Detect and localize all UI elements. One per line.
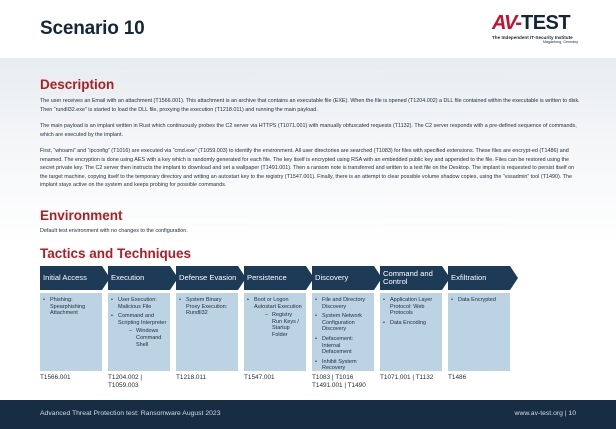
tactic-column-header xyxy=(380,266,442,290)
tactic-title: Persistence xyxy=(247,272,287,282)
technique-item xyxy=(247,297,303,339)
tactic-column xyxy=(108,266,170,394)
header-arrow-icon xyxy=(374,266,382,290)
tactics-heading: Tactics and Techniques xyxy=(40,246,192,261)
av-test-logo xyxy=(492,12,578,46)
technique-ids: T1566.001 xyxy=(40,374,71,381)
technique-label: Command and Scripting Interpreter xyxy=(118,313,167,326)
description-paragraph-3: First, “whoami” and “ipconfig” (T1016) are executed via “cmd.exe” (T1059.003) to identify the environment. All user directories are searched (T1083) for files with specified extensions. These files are encrypt-ed (T1486) and renamed. The encryption is done using AES with a key which is randomly generated for each file. The key itself is encrypted using RSA with an embedded public key and appended to the file. Files can be restored using the secret private key. The C2 server then instructs the implant to download and set a wallpaper (T1491.001). Then a ransom note is transferred and written to a text file on the Desktop. The implant is requested to persist itself on the target machine, copying itself to the temporary directory and writing an autostart key to the registry (T1547.001). Finally, there is an attempt to clear possible volume shadow copies, using the “vssadmin” tool (T1490). The implant stays active on the system and keeps probing for possible commands. xyxy=(40,148,575,189)
environment-heading: Environment xyxy=(40,208,123,223)
technique-item xyxy=(315,336,371,356)
technique-label: Phishing: Spearphishing Attachment xyxy=(50,297,86,317)
tactic-techniques-box xyxy=(448,293,510,371)
tactic-title: Discovery xyxy=(315,272,349,282)
tactics-grid xyxy=(40,266,576,394)
technique-item xyxy=(315,297,371,310)
description-heading: Description xyxy=(40,77,115,92)
tactic-techniques-box xyxy=(312,293,374,371)
technique-ids: T1218.011 xyxy=(176,374,207,381)
logo-text-right: TEST xyxy=(520,11,571,34)
tactic-title: Initial Access xyxy=(43,272,87,282)
technique-item xyxy=(315,359,371,372)
technique-label: System Binary Proxy Execution: Rundll32 xyxy=(186,297,228,317)
technique-label: System Network Configuration Discovery xyxy=(322,313,363,333)
tactic-techniques-box xyxy=(380,293,442,371)
tactic-title: Exfiltration xyxy=(451,272,487,282)
technique-ids: T1083 | T1016 T1491.001 | T1490 xyxy=(312,374,366,389)
tactic-column-header xyxy=(448,266,510,290)
tactic-title: Defense Evasion xyxy=(179,272,237,282)
tactic-column xyxy=(244,266,306,394)
technique-item xyxy=(383,297,439,317)
description-paragraph-2: The main payload is an implant written in Rust which continuously probes the C2 server via HTTPS (T1071.001) with manually obfuscated requests (T1132). The C2 server responds with a pre-defined sequence of commands, which are executed by the implant. xyxy=(40,123,577,138)
technique-label: Data Encoding xyxy=(390,319,427,326)
environment-text: Default test environment with no changes to the configuration. xyxy=(40,228,188,234)
tactic-column xyxy=(176,266,238,394)
technique-item xyxy=(315,313,371,333)
sub-technique-item: – Windows Command Shell xyxy=(118,328,167,348)
sub-technique-item: – Registry Run Keys / Startup Folder xyxy=(254,312,303,338)
tactic-column-header xyxy=(312,266,374,290)
tactic-techniques-box xyxy=(40,293,102,371)
technique-label: User Execution: Malicious File xyxy=(118,297,157,310)
technique-ids: T1547.001 xyxy=(244,374,275,381)
technique-label: Inhibit System Recovery xyxy=(322,358,357,372)
technique-label: Data Encrypted xyxy=(458,297,496,303)
tactic-column xyxy=(380,266,442,394)
logo-tagline: The Independent IT-Security Institute xyxy=(492,35,573,40)
header-arrow-icon xyxy=(442,266,450,290)
footer-page-info: www.av-test.org | 10 xyxy=(514,410,576,417)
page-footer xyxy=(0,400,616,429)
header-arrow-icon xyxy=(510,266,518,290)
technique-item xyxy=(383,320,439,327)
description-paragraph-1: The user receives an Email with an attachment (T1566.001). This attachment is an archive that contains an executable file (EXE). When the file is opened (T1204.002) a DLL file contained within the executable is written to disk. Then “rundll32.exe” is started to load the DLL file, proxying the execution (T1218.011) and running the main payload. xyxy=(40,98,580,113)
technique-label: Boot or Logon Autostart Execution xyxy=(254,297,302,310)
footer-report-title: Advanced Threat Protection test: Ransomware August 2023 xyxy=(40,410,221,417)
tactic-column-header xyxy=(176,266,238,290)
header-arrow-icon xyxy=(170,266,178,290)
technique-ids: T1071.001 | T1132 xyxy=(380,374,434,381)
header-arrow-icon xyxy=(238,266,246,290)
tactic-column-header xyxy=(108,266,170,290)
header-arrow-icon xyxy=(306,266,314,290)
tactic-techniques-box xyxy=(244,293,306,371)
technique-ids: T1204.002 | T1059.003 xyxy=(108,374,142,389)
tactic-column-header xyxy=(40,266,102,290)
tactic-column xyxy=(312,266,374,394)
logo-text-left: AV xyxy=(492,11,517,34)
technique-item xyxy=(111,297,167,310)
page-header xyxy=(0,0,616,58)
tactic-techniques-box xyxy=(108,293,170,371)
tactic-title: Execution xyxy=(111,272,145,282)
logo-location: Magdeburg, Germany xyxy=(543,40,578,44)
technique-item xyxy=(179,297,235,317)
tactic-techniques-box xyxy=(176,293,238,371)
tactic-column xyxy=(40,266,102,394)
technique-ids: T1486 xyxy=(448,374,467,381)
technique-item xyxy=(451,297,507,304)
technique-label: Defacement: Internal Defacement xyxy=(322,335,354,356)
logo-wordmark xyxy=(492,12,578,34)
logo-separator: - xyxy=(515,11,522,34)
technique-item xyxy=(43,297,99,317)
tactic-column xyxy=(448,266,510,394)
page-title: Scenario 10 xyxy=(40,18,145,39)
tactic-column-header xyxy=(244,266,306,290)
header-arrow-icon xyxy=(102,266,110,290)
technique-label: Application Layer Protocol: Web Protocols xyxy=(390,297,433,317)
technique-item xyxy=(111,313,167,348)
tactic-title: Command and Control xyxy=(383,268,433,286)
technique-label: File and Directory Discovery xyxy=(322,297,366,310)
